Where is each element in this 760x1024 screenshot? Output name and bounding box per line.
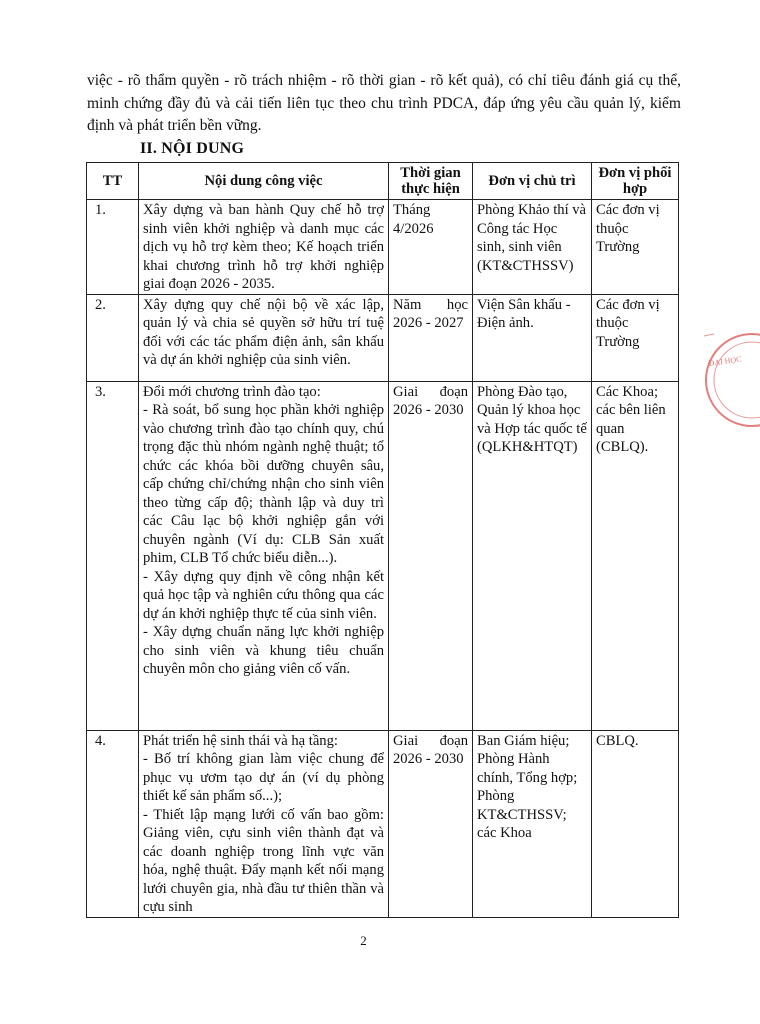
- header-content: Nội dung công việc: [139, 163, 389, 200]
- page-number: 2: [360, 933, 367, 948]
- table-header-row: [87, 163, 679, 200]
- row-number: 1.: [87, 200, 139, 295]
- row-lead-unit: Phòng Khảo thí và Công tác Học sinh, sinh viên (KT&CTHSSV): [473, 200, 592, 295]
- table-row: [87, 381, 679, 730]
- row-time: Giai đoạn 2026 - 2030: [389, 381, 473, 730]
- row-content: Đổi mới chương trình đào tạo: - Rà soát, bổ sung học phần khởi nghiệp vào chương trình đào tạo chính quy, chú trọng đặc thù nhóm ngành nghệ thuật; tổ chức các khóa bồi dưỡng chuyên sâu, cấp chứng chỉ/chứng nhận cho sinh viên theo từng cấp độ; thành lập và duy trì các Câu lạc bộ khởi nghiệp gắn với chuyên ngành (Ví dụ: CLB Sản xuất phim, CLB Tổ chức biểu diễn...). - Xây dựng quy định về công nhận kết quả học tập và nghiên cứu thông qua các dự án khởi nghiệp thực tế của sinh viên. - Xây dựng chuẩn năng lực khởi nghiệp cho sinh viên và khung tiêu chuẩn chuyên môn cho giảng viên cố vấn.: [139, 381, 389, 730]
- row-content: Phát triển hệ sinh thái và hạ tầng: - Bố trí không gian làm việc chung để phục vụ ươm tạo dự án (ví dụ phòng thiết kế sản phẩm số...); - Thiết lập mạng lưới cố vấn bao gồm: Giảng viên, cựu sinh viên thành đạt và các doanh nghiệp trong lĩnh vực văn hóa, nghệ thuật. Đẩy mạnh kết nối mạng lưới chuyên gia, nhà đầu tư thiên thần và cựu sinh: [139, 730, 389, 917]
- header-time: Thời gian thực hiện: [389, 163, 473, 200]
- table-row: [87, 730, 679, 917]
- header-coop: Đơn vị phối hợp: [592, 163, 679, 200]
- table-row: [87, 294, 679, 381]
- row-time: Năm học 2026 - 2027: [389, 294, 473, 381]
- intro-paragraph: việc - rõ thẩm quyền - rõ trách nhiệm - rõ thời gian - rõ kết quả), có chỉ tiêu đánh giá cụ thể, minh chứng đầy đủ và cải tiến liên tục theo chu trình PDCA, đáp ứng yêu cầu quản lý, kiểm định và phát triển bền vững.: [87, 72, 681, 134]
- row-lead-unit: Phòng Đào tạo, Quản lý khoa học và Hợp tác quốc tế (QLKH&HTQT): [473, 381, 592, 730]
- row-number: 3.: [87, 381, 139, 730]
- row-time: Giai đoạn 2026 - 2030: [389, 730, 473, 917]
- row-number: 2.: [87, 294, 139, 381]
- row-content: Xây dựng và ban hành Quy chế hỗ trợ sinh viên khởi nghiệp và danh mục các dịch vụ hỗ trợ kèm theo; Kế hoạch triển khai chương trình hỗ trợ khởi nghiệp giai đoạn 2026 - 2035.: [139, 200, 389, 295]
- row-coop-unit: Các đơn vị thuộc Trường: [592, 200, 679, 295]
- row-time: Tháng 4/2026: [389, 200, 473, 295]
- row-coop-unit: CBLQ.: [592, 730, 679, 917]
- row-coop-unit: Các đơn vị thuộc Trường: [592, 294, 679, 381]
- stamp-text: ĐẠI HỌC: [708, 354, 743, 368]
- row-lead-unit: Viện Sân khấu - Điện ảnh.: [473, 294, 592, 381]
- section-heading: II. NỘI DUNG: [140, 140, 245, 157]
- header-tt: TT: [87, 163, 139, 200]
- row-content: Xây dựng quy chế nội bộ về xác lập, quản lý và chia sẻ quyền sở hữu trí tuệ đối với các tác phẩm điện ảnh, sân khấu và dự án khởi nghiệp của sinh viên.: [139, 294, 389, 381]
- row-lead-unit: Ban Giám hiệu; Phòng Hành chính, Tổng hợp; Phòng KT&CTHSSV; các Khoa: [473, 730, 592, 917]
- row-coop-unit: Các Khoa; các bên liên quan (CBLQ).: [592, 381, 679, 730]
- table-row: [87, 200, 679, 295]
- task-table: [86, 162, 679, 918]
- red-stamp-fragment: [700, 322, 743, 438]
- header-lead: Đơn vị chủ trì: [473, 163, 592, 200]
- row-number: 4.: [87, 730, 139, 917]
